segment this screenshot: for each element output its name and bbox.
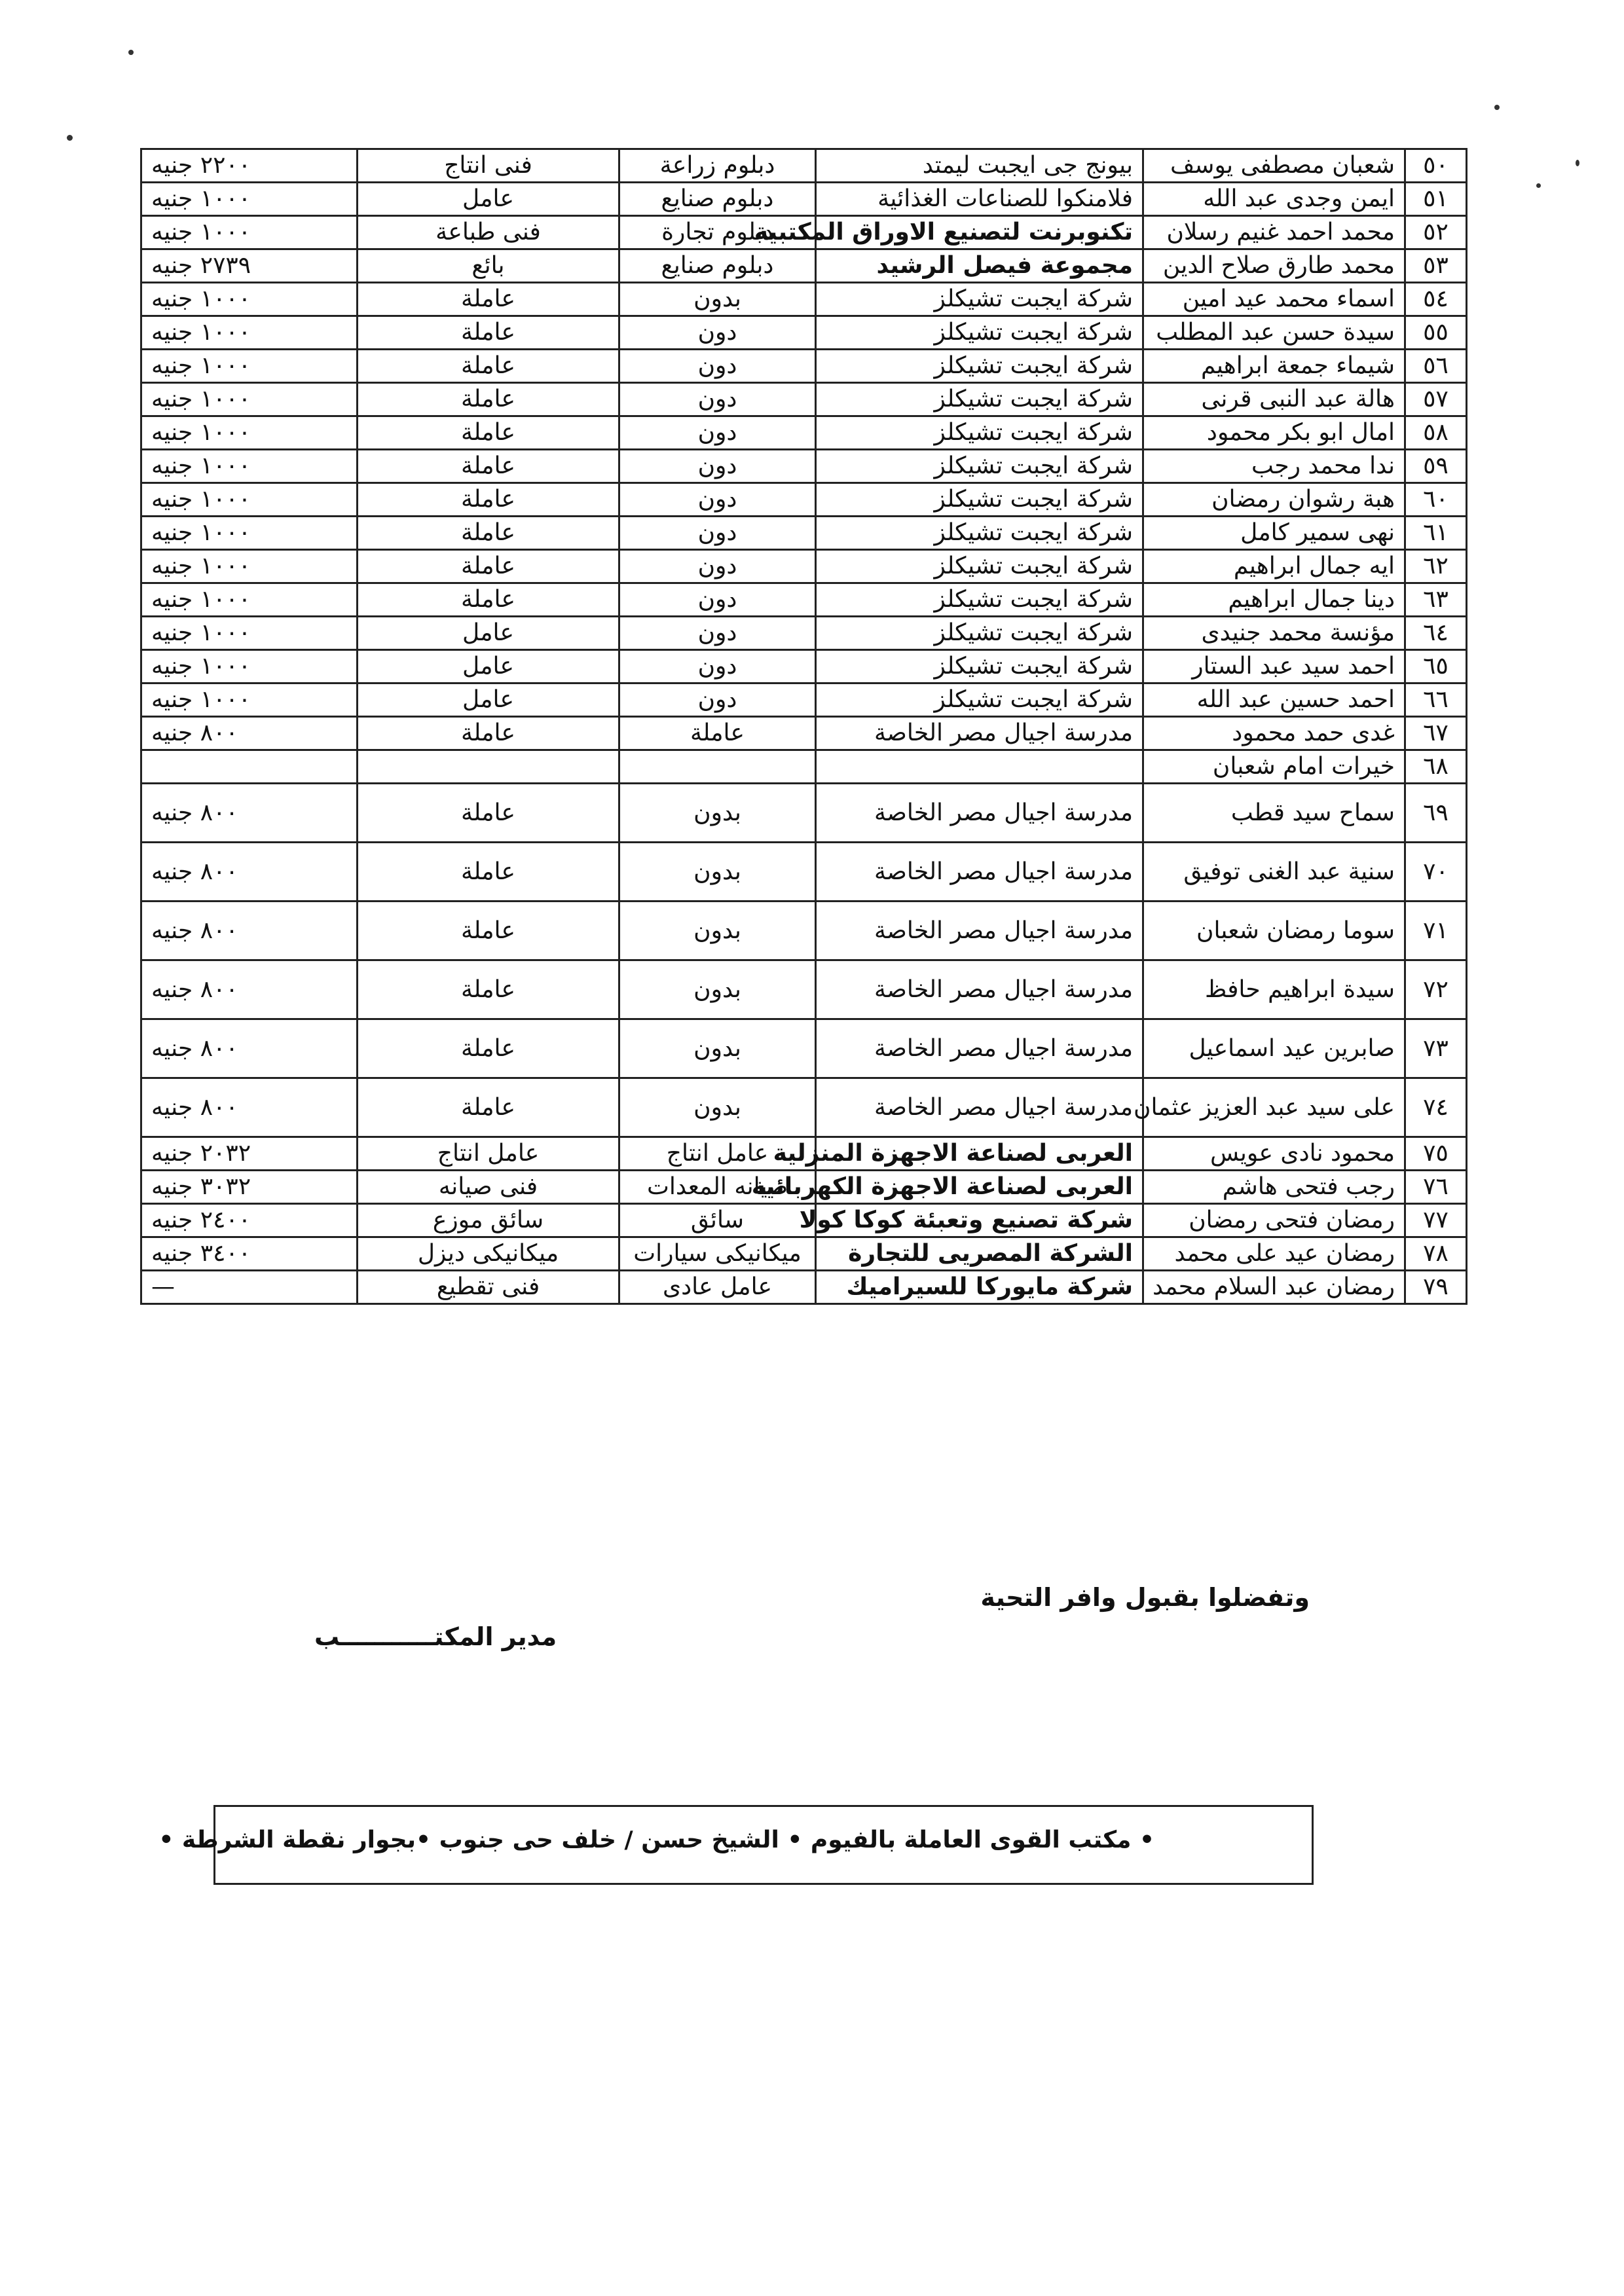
employee-name: رمضان فتحى رمضان [1143, 1204, 1405, 1237]
job-title: عاملة [358, 784, 619, 843]
qualification: دبلوم صنايع [619, 183, 816, 216]
job-title: عاملة [358, 1078, 619, 1137]
employees-table [140, 148, 1467, 1305]
qualification: دون [619, 350, 816, 383]
job-title: عاملة [358, 483, 619, 517]
employee-name: هالة عبد النبى قرنى [1143, 383, 1405, 416]
table-row [141, 1137, 1467, 1171]
job-title: عاملة [358, 550, 619, 583]
row-number: ٥٣ [1405, 249, 1467, 283]
employee-name: سيدة ابراهيم حافظ [1143, 960, 1405, 1019]
company-name: العربى لصناعة الاجهزة الكهربائية [816, 1171, 1143, 1204]
table-row [141, 416, 1467, 450]
row-number: ٥٠ [1405, 149, 1467, 183]
salary: ١٠٠٠ جنيه [141, 383, 358, 416]
job-title: عاملة [358, 383, 619, 416]
job-title: عاملة [358, 450, 619, 483]
salary: ١٠٠٠ جنيه [141, 283, 358, 316]
qualification: دون [619, 383, 816, 416]
table-row [141, 183, 1467, 216]
employee-name: محمود نادى عويس [1143, 1137, 1405, 1171]
job-title: عاملة [358, 416, 619, 450]
job-title: سائق موزع [358, 1204, 619, 1237]
company-name: شركة مايوركا للسيراميك [816, 1271, 1143, 1304]
salary: ١٠٠٠ جنيه [141, 316, 358, 350]
qualification: دون [619, 416, 816, 450]
table-row [141, 1078, 1467, 1137]
scan-speck [128, 50, 134, 55]
table-row [141, 650, 1467, 683]
row-number: ٥٥ [1405, 316, 1467, 350]
job-title: عاملة [358, 1019, 619, 1078]
row-number: ٥٩ [1405, 450, 1467, 483]
employee-name: احمد حسين عبد الله [1143, 683, 1405, 717]
employee-name: امال ابو بكر محمود [1143, 416, 1405, 450]
employee-name: محمد طارق صلاح الدين [1143, 249, 1405, 283]
row-number: ٦٠ [1405, 483, 1467, 517]
job-title: عامل [358, 617, 619, 650]
qualification: صيانه المعدات [619, 1171, 816, 1204]
job-title: عاملة [358, 283, 619, 316]
row-number: ٧٤ [1405, 1078, 1467, 1137]
table-row [141, 750, 1467, 784]
salary: ١٠٠٠ جنيه [141, 483, 358, 517]
table-row [141, 450, 1467, 483]
table-row [141, 216, 1467, 249]
salary: ٨٠٠ جنيه [141, 843, 358, 902]
qualification: بدون [619, 283, 816, 316]
closing-salutation: وتفضلوا بقبول وافر التحية [980, 1583, 1310, 1612]
qualification: دون [619, 550, 816, 583]
footer-address: • مكتب القوى العاملة بالفيوم • الشيخ حسن / خلف حى جنوب •بجوار نقطة الشرطة • [158, 1827, 1154, 1853]
employee-name: رجب فتحى هاشم [1143, 1171, 1405, 1204]
employee-name: احمد سيد عبد الستار [1143, 650, 1405, 683]
job-title [358, 750, 619, 784]
company-name: شركة ايجبت تشيكلز [816, 483, 1143, 517]
table-row [141, 960, 1467, 1019]
table-row [141, 550, 1467, 583]
qualification: بدون [619, 902, 816, 960]
employee-name: ندا محمد رجب [1143, 450, 1405, 483]
qualification: دبلوم صنايع [619, 249, 816, 283]
salary: ١٠٠٠ جنيه [141, 650, 358, 683]
employee-name: سوما رمضان شعبان [1143, 902, 1405, 960]
row-number: ٥١ [1405, 183, 1467, 216]
table-row [141, 717, 1467, 750]
qualification: عامل عادى [619, 1271, 816, 1304]
scan-speck [1536, 183, 1541, 188]
employee-name: على سيد عبد العزيز عثمان [1143, 1078, 1405, 1137]
row-number: ٥٦ [1405, 350, 1467, 383]
qualification: عاملة [619, 717, 816, 750]
employee-name: شعبان مصطفى يوسف [1143, 149, 1405, 183]
salary: ٢٢٠٠ جنيه [141, 149, 358, 183]
salary: ١٠٠٠ جنيه [141, 350, 358, 383]
qualification: دون [619, 483, 816, 517]
row-number: ٦٢ [1405, 550, 1467, 583]
salary: ١٠٠٠ جنيه [141, 550, 358, 583]
company-name: شركة ايجبت تشيكلز [816, 450, 1143, 483]
table-row [141, 1019, 1467, 1078]
salary: ٣٠٣٢ جنيه [141, 1171, 358, 1204]
qualification [619, 750, 816, 784]
employee-name: خيرات امام شعبان [1143, 750, 1405, 784]
qualification: دون [619, 650, 816, 683]
company-name: شركة ايجبت تشيكلز [816, 350, 1143, 383]
employee-name: سيدة حسن عبد المطلب [1143, 316, 1405, 350]
row-number: ٧٣ [1405, 1019, 1467, 1078]
qualification: دون [619, 617, 816, 650]
qualification: دون [619, 683, 816, 717]
job-title: عاملة [358, 960, 619, 1019]
employee-name: سماح سيد قطب [1143, 784, 1405, 843]
company-name: مدرسة اجيال مصر الخاصة [816, 1019, 1143, 1078]
job-title: عاملة [358, 902, 619, 960]
company-name: شركة ايجبت تشيكلز [816, 617, 1143, 650]
company-name: شركة ايجبت تشيكلز [816, 283, 1143, 316]
qualification: دون [619, 450, 816, 483]
qualification: بدون [619, 1019, 816, 1078]
scan-speck [1576, 160, 1579, 166]
company-name: الشركة المصريى للتجارة [816, 1237, 1143, 1271]
job-title: عاملة [358, 350, 619, 383]
table-row [141, 583, 1467, 617]
row-number: ٧٠ [1405, 843, 1467, 902]
job-title: عاملة [358, 583, 619, 617]
company-name: مدرسة اجيال مصر الخاصة [816, 1078, 1143, 1137]
row-number: ٧٥ [1405, 1137, 1467, 1171]
company-name: شركة ايجبت تشيكلز [816, 416, 1143, 450]
qualification: دون [619, 517, 816, 550]
salary: ٨٠٠ جنيه [141, 902, 358, 960]
row-number: ٦٤ [1405, 617, 1467, 650]
company-name: شركة ايجبت تشيكلز [816, 517, 1143, 550]
employee-name: رمضان عيد على محمد [1143, 1237, 1405, 1271]
company-name: شركة ايجبت تشيكلز [816, 650, 1143, 683]
job-title: فنى طباعة [358, 216, 619, 249]
row-number: ٧٢ [1405, 960, 1467, 1019]
salary: ١٠٠٠ جنيه [141, 183, 358, 216]
salary: ١٠٠٠ جنيه [141, 583, 358, 617]
job-title: بائع [358, 249, 619, 283]
job-title: فنى تقطيع [358, 1271, 619, 1304]
employee-name: نهى سمير كامل [1143, 517, 1405, 550]
salary: ١٠٠٠ جنيه [141, 216, 358, 249]
job-title: عامل [358, 683, 619, 717]
employee-name: صابرين عيد اسماعيل [1143, 1019, 1405, 1078]
scan-speck [67, 135, 73, 141]
company-name: مجموعة فيصل الرشيد [816, 249, 1143, 283]
table-row [141, 249, 1467, 283]
employee-name: شيماء جمعة ابراهيم [1143, 350, 1405, 383]
employee-name: محمد احمد غنيم رسلان [1143, 216, 1405, 249]
company-name: تكنوبرنت لتصنيع الاوراق المكتبية [816, 216, 1143, 249]
qualification: عامل انتاج [619, 1137, 816, 1171]
job-title: عامل [358, 650, 619, 683]
table-row [141, 483, 1467, 517]
employee-name: هبة رشوان رمضان [1143, 483, 1405, 517]
job-title: عاملة [358, 517, 619, 550]
row-number: ٧٦ [1405, 1171, 1467, 1204]
table-row [141, 1204, 1467, 1237]
qualification: بدون [619, 843, 816, 902]
table-row [141, 316, 1467, 350]
qualification: دبلوم زراعة [619, 149, 816, 183]
salary: ٢٧٣٩ جنيه [141, 249, 358, 283]
job-title: فنى انتاج [358, 149, 619, 183]
salary: ٨٠٠ جنيه [141, 1019, 358, 1078]
company-name: شركة ايجبت تشيكلز [816, 316, 1143, 350]
office-manager-signature: مدير المكتـــــــــــب [314, 1622, 557, 1651]
row-number: ٧٧ [1405, 1204, 1467, 1237]
row-number: ٥٤ [1405, 283, 1467, 316]
job-title: عامل [358, 183, 619, 216]
company-name: شركة ايجبت تشيكلز [816, 383, 1143, 416]
table-row [141, 1237, 1467, 1271]
job-title: عاملة [358, 316, 619, 350]
table-row [141, 383, 1467, 416]
job-title: فنى صيانه [358, 1171, 619, 1204]
company-name: مدرسة اجيال مصر الخاصة [816, 960, 1143, 1019]
salary: ٨٠٠ جنيه [141, 717, 358, 750]
row-number: ٧١ [1405, 902, 1467, 960]
employee-name: اسماء محمد عيد امين [1143, 283, 1405, 316]
row-number: ٦٥ [1405, 650, 1467, 683]
row-number: ٧٨ [1405, 1237, 1467, 1271]
company-name: مدرسة اجيال مصر الخاصة [816, 717, 1143, 750]
footer-address-box [158, 1805, 1314, 1885]
company-name: فلامنكوا للصناعات الغذائية [816, 183, 1143, 216]
company-name: العربى لصناعة الاجهزة المنزلية [816, 1137, 1143, 1171]
table-row [141, 149, 1467, 183]
table-row [141, 617, 1467, 650]
salary: ٢٠٣٢ جنيه [141, 1137, 358, 1171]
company-name: شركة ايجبت تشيكلز [816, 583, 1143, 617]
employee-name: مؤنسة محمد جنيدى [1143, 617, 1405, 650]
salary: ٨٠٠ جنيه [141, 960, 358, 1019]
company-name: مدرسة اجيال مصر الخاصة [816, 902, 1143, 960]
qualification: سائق [619, 1204, 816, 1237]
table-row [141, 1271, 1467, 1304]
scan-speck [1494, 105, 1500, 110]
employee-name: ايه جمال ابراهيم [1143, 550, 1405, 583]
table-row [141, 350, 1467, 383]
salary: — [141, 1271, 358, 1304]
employee-name: غدى حمد محمود [1143, 717, 1405, 750]
qualification: دون [619, 316, 816, 350]
table-row [141, 1171, 1467, 1204]
company-name [816, 750, 1143, 784]
row-number: ٦٨ [1405, 750, 1467, 784]
row-number: ٦٦ [1405, 683, 1467, 717]
salary: ٨٠٠ جنيه [141, 1078, 358, 1137]
table-row [141, 283, 1467, 316]
row-number: ٧٩ [1405, 1271, 1467, 1304]
salary: ٣٤٠٠ جنيه [141, 1237, 358, 1271]
row-number: ٦٣ [1405, 583, 1467, 617]
company-name: شركة ايجبت تشيكلز [816, 683, 1143, 717]
salary: ٨٠٠ جنيه [141, 784, 358, 843]
salary: ٢٤٠٠ جنيه [141, 1204, 358, 1237]
job-title: عاملة [358, 843, 619, 902]
qualification: بدون [619, 1078, 816, 1137]
table-row [141, 784, 1467, 843]
employee-name: سنية عبد الغنى توفيق [1143, 843, 1405, 902]
row-number: ٥٢ [1405, 216, 1467, 249]
company-name: مدرسة اجيال مصر الخاصة [816, 843, 1143, 902]
salary: ١٠٠٠ جنيه [141, 416, 358, 450]
company-name: شركة تصنيع وتعبئة كوكا كولا [816, 1204, 1143, 1237]
job-title: ميكانيكى ديزل [358, 1237, 619, 1271]
qualification: دبلوم تجارة [619, 216, 816, 249]
company-name: شركة ايجبت تشيكلز [816, 550, 1143, 583]
table-row [141, 517, 1467, 550]
table-row [141, 843, 1467, 902]
salary: ١٠٠٠ جنيه [141, 450, 358, 483]
job-title: عاملة [358, 717, 619, 750]
salary: ١٠٠٠ جنيه [141, 617, 358, 650]
salary: ١٠٠٠ جنيه [141, 683, 358, 717]
employee-name: ايمن وجدى عبد الله [1143, 183, 1405, 216]
employee-name: رمضان عبد السلام محمد [1143, 1271, 1405, 1304]
employee-name: دينا جمال ابراهيم [1143, 583, 1405, 617]
salary [141, 750, 358, 784]
table-row [141, 902, 1467, 960]
qualification: بدون [619, 960, 816, 1019]
row-number: ٥٧ [1405, 383, 1467, 416]
row-number: ٦٩ [1405, 784, 1467, 843]
company-name: بيونج جى ايجبت ليمتد [816, 149, 1143, 183]
qualification: دون [619, 583, 816, 617]
salary: ١٠٠٠ جنيه [141, 517, 358, 550]
qualification: بدون [619, 784, 816, 843]
table-row [141, 683, 1467, 717]
row-number: ٦٧ [1405, 717, 1467, 750]
job-title: عامل انتاج [358, 1137, 619, 1171]
row-number: ٥٨ [1405, 416, 1467, 450]
qualification: ميكانيكى سيارات [619, 1237, 816, 1271]
row-number: ٦١ [1405, 517, 1467, 550]
company-name: مدرسة اجيال مصر الخاصة [816, 784, 1143, 843]
